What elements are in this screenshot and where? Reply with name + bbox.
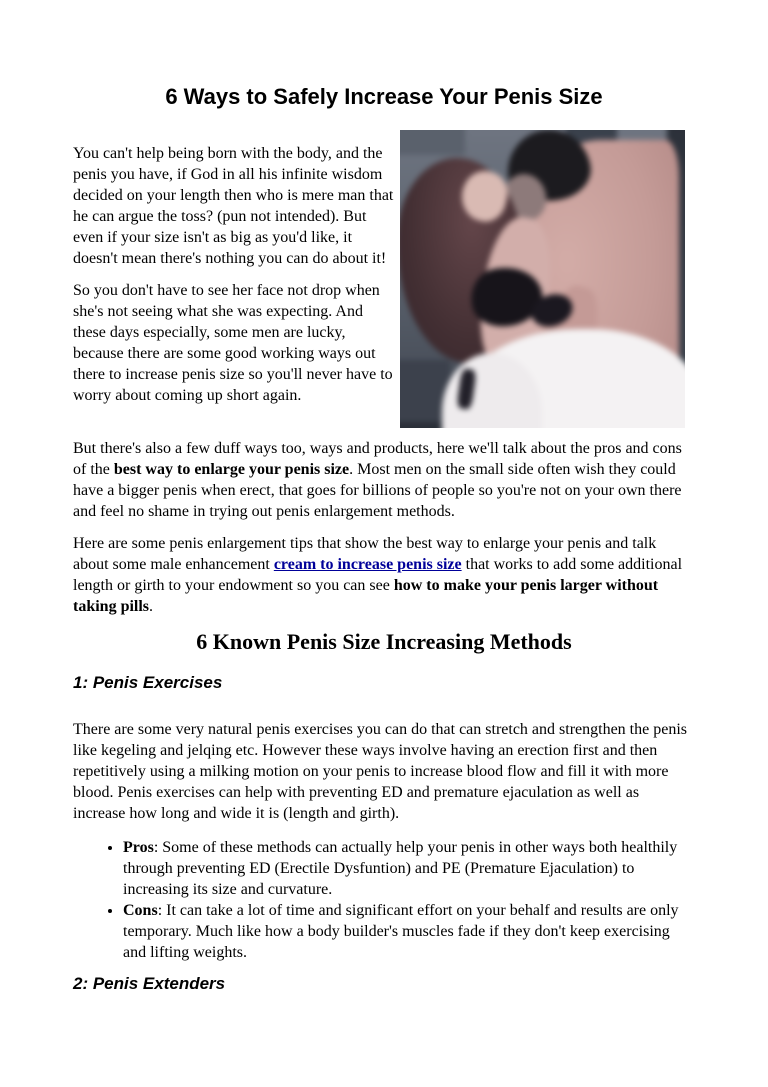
intro-paragraph-1: You can't help being born with the body, and the penis you have, if God in all his infinite wisdom decided on your length then who is mere man that he can argue the toss? (pun not intended). But even if your size isn't as big as you'd like, it doesn't mean there's nothing you can do about it! [73,145,394,267]
photo-wall-tile [400,130,465,155]
method-1-heading: 1: Penis Exercises [73,673,223,692]
page-title: 6 Ways to Safely Increase Your Penis Size [165,84,603,109]
pros-cons-intro-paragraph: But there's also a few duff ways too, ways and products, here we'll talk about the pros and cons of the best way to enlarge your penis size. Most men on the small side often wish they could have a bigger penis when erect, that goes for billions of people so you're not on your own there and feel no shame in trying out penis enlargement methods. [73,440,682,520]
method-2-heading: 2: Penis Extenders [73,974,226,993]
cons-list-item: • Cons: It can take a lot of time and significant effort on your behalf and results are only temporary. Much like how a body builder's muscles fade if they don't keep exercising and lifting weights. [123,900,695,963]
couple-photo [400,130,685,428]
section-heading: 6 Known Penis Size Increasing Methods [196,629,572,654]
enlargement-tips-paragraph: Here are some penis enlargement tips that show the best way to enlarge your penis and talk about some male enhancement cream to increase penis size that works to add some additional length or girth to your endowment so you can see how to make your penis larger without taking pills. [73,535,683,615]
method-1-paragraph: There are some very natural penis exercises you can do that can stretch and strengthen the penis like kegeling and jelqing etc. However these ways involve having an erection first and then repetitively using a milking motion on your penis to increase blood flow and fill it with more blood. Penis exercises can help with preventing ED and premature ejaculation as well as increase how long and wide it is (length and girth). [73,721,687,822]
intro-paragraph-2: So you don't have to see her face not drop when she's not seeing what she was expecting. And these days especially, some men are lucky, because there are some good working ways out there to increase penis size so you'll never have to worry about coming up short again. [73,282,393,404]
pros-cons-list [73,837,695,963]
pros-list-item: • Pros: Some of these methods can actually help your penis in other ways both healthily through preventing ED (Erectile Dysfuntion) and PE (Premature Ejaculation) to increasing its size and curvature. [123,837,695,900]
document-content [73,143,695,995]
cream-to-increase-penis-size-link[interactable]: cream to increase penis size [273,556,462,573]
couple-photo-art [400,130,685,428]
